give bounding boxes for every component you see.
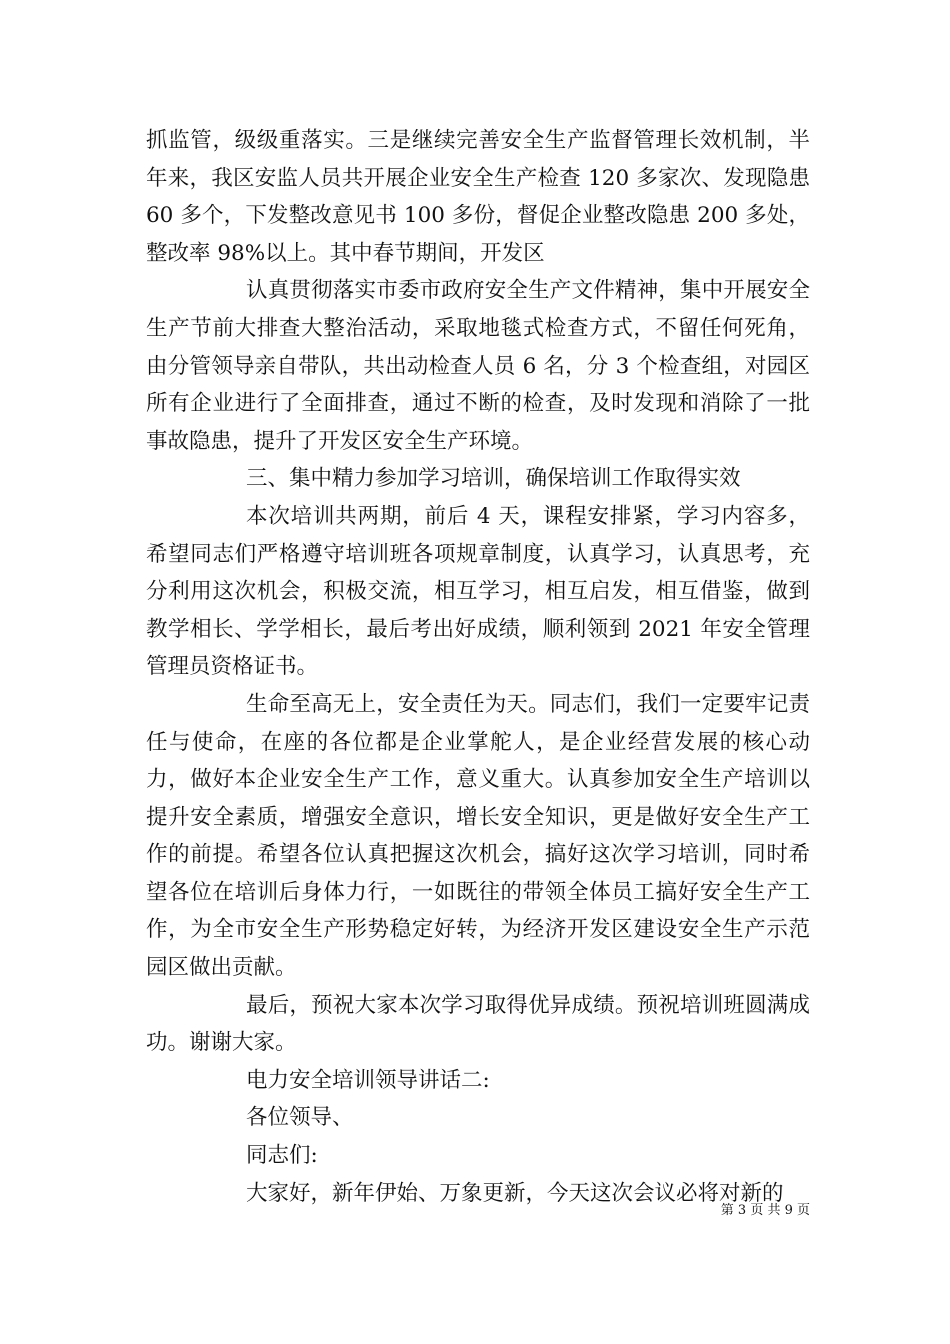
paragraph: 大家好，新年伊始、万象更新，今天这次会议必将对新的 [246, 1180, 784, 1206]
paragraph: 生命至高无上，安全责任为天。同志们，我们一定要牢记责任与使命，在座的各位都是企业掌舵人，是企业经营发展的核心动力，做好本企业安全生产工作，意义重大。认真参加安全生产培训以提升安全素质，增强安全意识，增长安全知识，更是做好安全生产工作的前提。希望各位认真把握这次机会，搞好这次学习培训，同时希望各位在培训后身体力行，一如既往的带领全体员工搞好安全生产工作，为全市安全生产形势稳定好转，为经济开发区建设安全生产示范园区做出贡献。 [146, 691, 810, 981]
salutation: 各位领导、 [246, 1105, 354, 1131]
salutation: 同志们: [246, 1143, 318, 1169]
paragraph: 抓监管，级级重落实。三是继续完善安全生产监督管理长效机制，半年来，我区安监人员共开展企业安全生产检查 120 多家次、发现隐患 60 多个，下发整改意见书 100 多份，督促企业整改隐患 200 多处，整改率 98%以上。其中春节期间，开发区 [146, 128, 810, 266]
paragraph: 本次培训共两期，前后 4 天，课程安排紧，学习内容多，希望同志们严格遵守培训班各项规章制度，认真学习，认真思考，充分利用这次机会，积极交流，相互学习，相互启发，相互借鉴，做到教学相长、学学相长，最后考出好成绩，顺利领到 2021 年安全管理管理员资格证书。 [146, 503, 810, 680]
section-heading: 三、集中精力参加学习培训，确保培训工作取得实效 [246, 466, 741, 492]
speech-title: 电力安全培训领导讲话二: [246, 1067, 490, 1093]
document-body [146, 122, 810, 1212]
page-number-footer: 第 3 页 共 9 页 [720, 1203, 810, 1218]
paragraph: 最后，预祝大家本次学习取得优异成绩。预祝培训班圆满成功。谢谢大家。 [146, 992, 810, 1056]
paragraph: 认真贯彻落实市委市政府安全生产文件精神，集中开展安全生产节前大排查大整治活动，采取地毯式检查方式，不留任何死角，由分管领导亲自带队，共出动检查人员 6 名，分 3 个检查组，对园区所有企业进行了全面排查，通过不断的检查，及时发现和消除了一批事故隐患，提升了开发区安全生产环境。 [146, 278, 810, 454]
